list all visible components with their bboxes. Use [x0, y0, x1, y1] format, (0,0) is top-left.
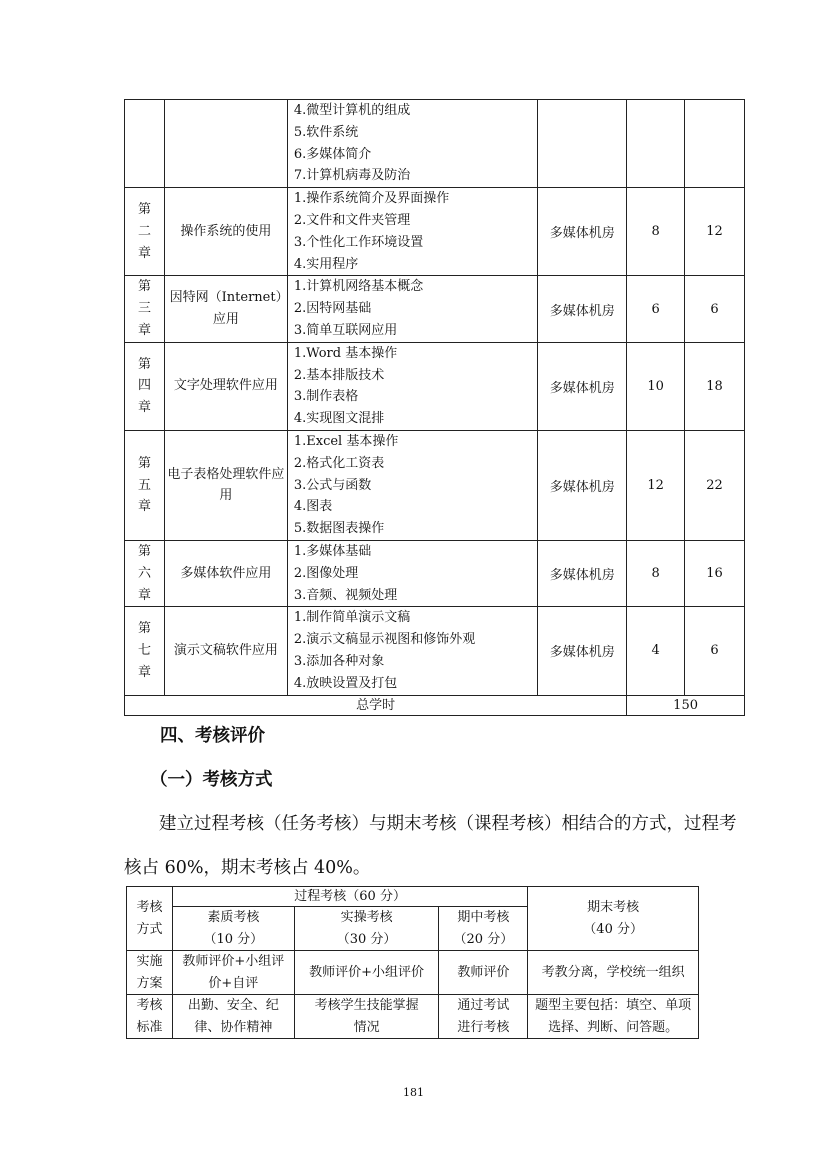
- place-cell: 多媒体机房: [538, 342, 627, 430]
- chapter-name: 操作系统的使用: [164, 188, 287, 276]
- table-row: [125, 276, 745, 342]
- hours-cell: 16: [685, 540, 745, 606]
- place-cell: 多媒体机房: [538, 188, 627, 276]
- content-items: 4.微型计算机的组成 5.软件系统 6.多媒体简介 7.计算机病毒及防治: [287, 100, 538, 188]
- chapter-cell: 第 二 章: [125, 188, 165, 276]
- midterm-header: 期中考核 （20 分）: [439, 907, 528, 951]
- place-cell: 多媒体机房: [538, 430, 627, 540]
- content-items: 1.Excel 基本操作 2.格式化工资表 3.公式与函数 4.图表 5.数据图表操作: [287, 430, 538, 540]
- corner-cell: 考核方式: [127, 887, 173, 951]
- chapter-name: 文字处理软件应用: [164, 342, 287, 430]
- table-row: [125, 607, 745, 695]
- table-row: 考核标准 出勤、安全、纪律、协作精神 考核学生技能掌握情况 通过考试进行考核 题型主要包括：填空、单项选择、判断、问答题。: [127, 995, 699, 1039]
- content-items: 1.操作系统简介及界面操作 2.文件和文件夹管理 3.个性化工作环境设置 4.实用程序: [287, 188, 538, 276]
- place-cell: 多媒体机房: [538, 540, 627, 606]
- content-items: 1.Word 基本操作 2.基本排版技术 3.制作表格 4.实现图文混排: [287, 342, 538, 430]
- hours-cell: 12: [627, 430, 685, 540]
- section-heading: 四、考核评价: [160, 726, 265, 746]
- chapter-cell: 第 四 章: [125, 342, 165, 430]
- chapter-name: 演示文稿软件应用: [164, 607, 287, 695]
- total-value: 150: [627, 695, 745, 715]
- assessment-paragraph: 建立过程考核（任务考核）与期末考核（课程考核）相结合的方式，过程考核占 60%，期末考核占 40%。: [124, 814, 737, 878]
- table-row: 实施方案 教师评价+小组评价+自评 教师评价+小组评价 教师评价 考教分离，学校统一组织: [127, 951, 699, 995]
- chapter-name: 电子表格处理软件应用: [164, 430, 287, 540]
- row-label: 实施方案: [127, 951, 173, 995]
- hours-cell: 10: [627, 342, 685, 430]
- chapter-cell: 第 六 章: [125, 540, 165, 606]
- hours-cell: 4: [627, 607, 685, 695]
- chapter-cell: 第 三 章: [125, 276, 165, 342]
- place-cell: 多媒体机房: [538, 607, 627, 695]
- hours-cell: 12: [685, 188, 745, 276]
- table-row: [125, 540, 745, 606]
- table-row: [125, 430, 745, 540]
- chapter-name: 因特网（Internet）应用: [164, 276, 287, 342]
- final-header: 期末考核 （40 分）: [528, 887, 699, 951]
- assessment-table: [126, 886, 699, 1039]
- page-number: 181: [403, 1086, 424, 1099]
- process-header: 过程考核（60 分）: [172, 887, 527, 907]
- hours-cell: 18: [685, 342, 745, 430]
- content-items: 1.制作简单演示文稿 2.演示文稿显示视图和修饰外观 3.添加各种对象 4.放映设置及打包: [287, 607, 538, 695]
- chapter-cell: 第 七 章: [125, 607, 165, 695]
- course-content-table: [124, 99, 745, 716]
- table-row: [125, 188, 745, 276]
- place-cell: 多媒体机房: [538, 276, 627, 342]
- total-label: 总学时: [125, 695, 627, 715]
- hours-cell: 6: [685, 607, 745, 695]
- quality-header: 素质考核 （10 分）: [172, 907, 294, 951]
- hours-cell: 8: [627, 540, 685, 606]
- table-row: [125, 100, 745, 188]
- content-items: 1.多媒体基础 2.图像处理 3.音频、视频处理: [287, 540, 538, 606]
- sub-heading: （一）考核方式: [150, 770, 273, 790]
- row-label: 考核标准: [127, 995, 173, 1039]
- hours-cell: 6: [627, 276, 685, 342]
- content-items: 1.计算机网络基本概念 2.因特网基础 3.简单互联网应用: [287, 276, 538, 342]
- chapter-name: 多媒体软件应用: [164, 540, 287, 606]
- hours-cell: 6: [685, 276, 745, 342]
- practice-header: 实操考核 （30 分）: [294, 907, 439, 951]
- total-row: [125, 695, 745, 715]
- hours-cell: 8: [627, 188, 685, 276]
- table-row: [125, 342, 745, 430]
- chapter-cell: 第 五 章: [125, 430, 165, 540]
- hours-cell: 22: [685, 430, 745, 540]
